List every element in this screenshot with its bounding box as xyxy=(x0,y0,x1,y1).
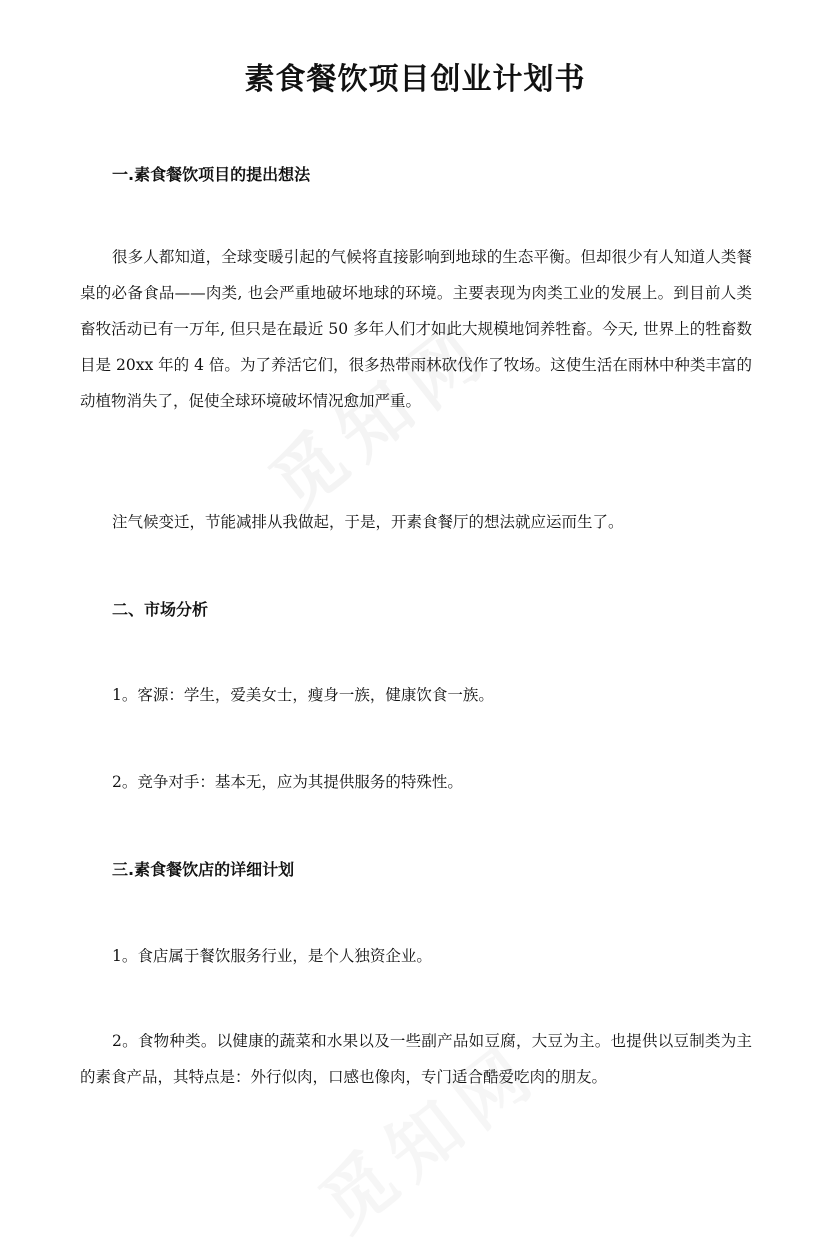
document-title: 素食餐饮项目创业计划书 xyxy=(244,62,586,97)
section-1-paragraph-2: 注气候变迁，节能减排从我做起，于是，开素食餐厅的想法就应运而生了。 xyxy=(112,513,624,531)
section-1-paragraph-1: 很多人都知道，全球变暖引起的气候将直接影响到地球的生态平衡。但却很少有人知道人类餐桌的必备食品——肉类, 也会严重地破坏地球的环境。主要表现为肉类工业的发展上。到目前人类畜牧活动已有一万年, 但只是在最近 50 多年人们才如此大规模地饲养牲畜。今天, 世界上的牲畜数目是 20xx 年的 4 倍。为了养活它们，很多热带雨林砍伐作了牧场。这使生活在雨林中种类丰富的动植物消失了，促使全球环境破坏情况愈加严重。 xyxy=(80,248,752,410)
section-2-item-2: 2。竞争对手：基本无，应为其提供服务的特殊性。 xyxy=(112,773,463,791)
section-1-heading: 一.素食餐饮项目的提出想法 xyxy=(112,165,311,184)
section-2-item-1: 1。客源：学生，爱美女士，瘦身一族，健康饮食一族。 xyxy=(112,686,494,704)
section-3-item-1: 1。食店属于餐饮服务行业，是个人独资企业。 xyxy=(112,947,432,965)
section-3-heading: 三.素食餐饮店的详细计划 xyxy=(112,860,295,879)
section-2-heading: 二、市场分析 xyxy=(112,600,209,619)
section-3-item-2: 2。食物种类。以健康的蔬菜和水果以及一些副产品如豆腐，大豆为主。也提供以豆制类为主的素食产品，其特点是：外行似肉，口感也像肉，专门适合酷爱吃肉的朋友。 xyxy=(80,1032,752,1086)
